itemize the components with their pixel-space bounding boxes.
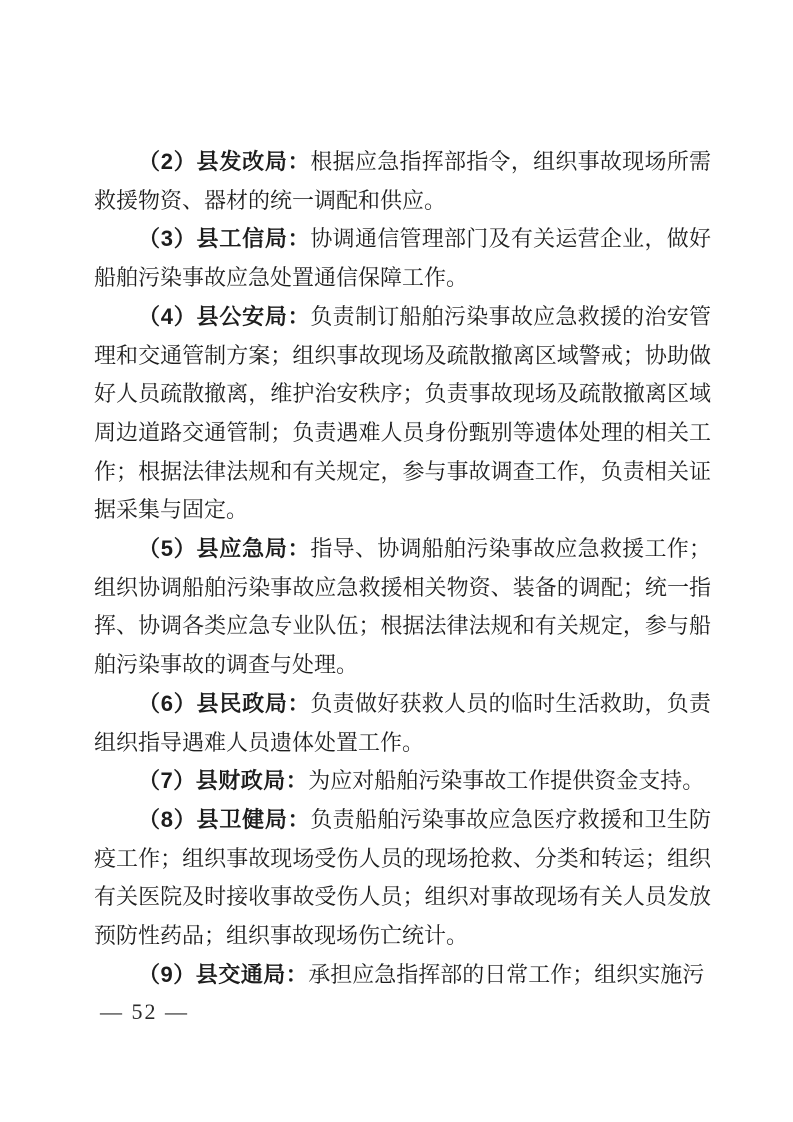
bureau-heading: （5）县应急局： bbox=[138, 536, 311, 562]
paragraph-text: 指导、协调船舶污染事故应急救援工作；组织协调船舶污染事故应急救援相关物资、装备的调配；统一指挥、协调各类应急专业队伍；根据法律法规和有关规定，参与船舶污染事故的调查与处理。 bbox=[94, 536, 711, 678]
paragraph-text: 负责船舶污染事故应急医疗救援和卫生防疫工作；组织事故现场受伤人员的现场抢救、分类和转运；组织有关医院及时接收事故受伤人员；组织对事故现场有关人员发放预防性药品；组织事故现场伤亡统计。 bbox=[94, 806, 711, 949]
bureau-heading: （3）县工信局： bbox=[138, 226, 311, 252]
document-body bbox=[94, 143, 711, 994]
paragraph-county-finance-bureau bbox=[94, 762, 711, 801]
paragraph-text: 负责做好获救人员的临时生活救助，负责组织指导遇难人员遗体处置工作。 bbox=[94, 690, 711, 755]
paragraph-county-industry-information-bureau bbox=[94, 220, 711, 297]
paragraph-text: 承担应急指挥部的日常工作；组织实施污 bbox=[308, 961, 705, 987]
bureau-heading: （8）县卫健局： bbox=[138, 806, 311, 832]
paragraph-county-development-reform-bureau bbox=[94, 143, 711, 220]
bureau-heading: （6）县民政局： bbox=[138, 690, 311, 716]
paragraph-county-emergency-bureau bbox=[94, 530, 711, 685]
bureau-heading: （7）县财政局： bbox=[138, 768, 309, 794]
paragraph-text: 负责制订船舶污染事故应急救援的治安管理和交通管制方案；组织事故现场及疏散撤离区域警戒；协助做好人员疏散撤离，维护治安秩序；负责事故现场及疏散撤离区域周边道路交通管制；负责遇难人员身份甄别等遗体处理的相关工作；根据法律法规和有关规定，参与事故调查工作，负责相关证据采集与固定。 bbox=[94, 303, 711, 523]
paragraph-county-health-bureau bbox=[94, 801, 711, 956]
paragraph-county-civil-affairs-bureau bbox=[94, 685, 711, 762]
paragraph-text: 为应对船舶污染事故工作提供资金支持。 bbox=[308, 768, 705, 794]
bureau-heading: （9）县交通局： bbox=[138, 961, 309, 987]
paragraph-county-transport-bureau bbox=[94, 956, 711, 995]
paragraph-county-public-security-bureau bbox=[94, 298, 711, 530]
paragraph-text: 协调通信管理部门及有关运营企业，做好船舶污染事故应急处置通信保障工作。 bbox=[94, 226, 711, 291]
page-number: — 52 — bbox=[100, 999, 189, 1024]
bureau-heading: （2）县发改局： bbox=[138, 149, 311, 174]
paragraph-text: 根据应急指挥部指令，组织事故现场所需救援物资、器材的统一调配和供应。 bbox=[94, 149, 711, 213]
bureau-heading: （4）县公安局： bbox=[138, 303, 311, 329]
